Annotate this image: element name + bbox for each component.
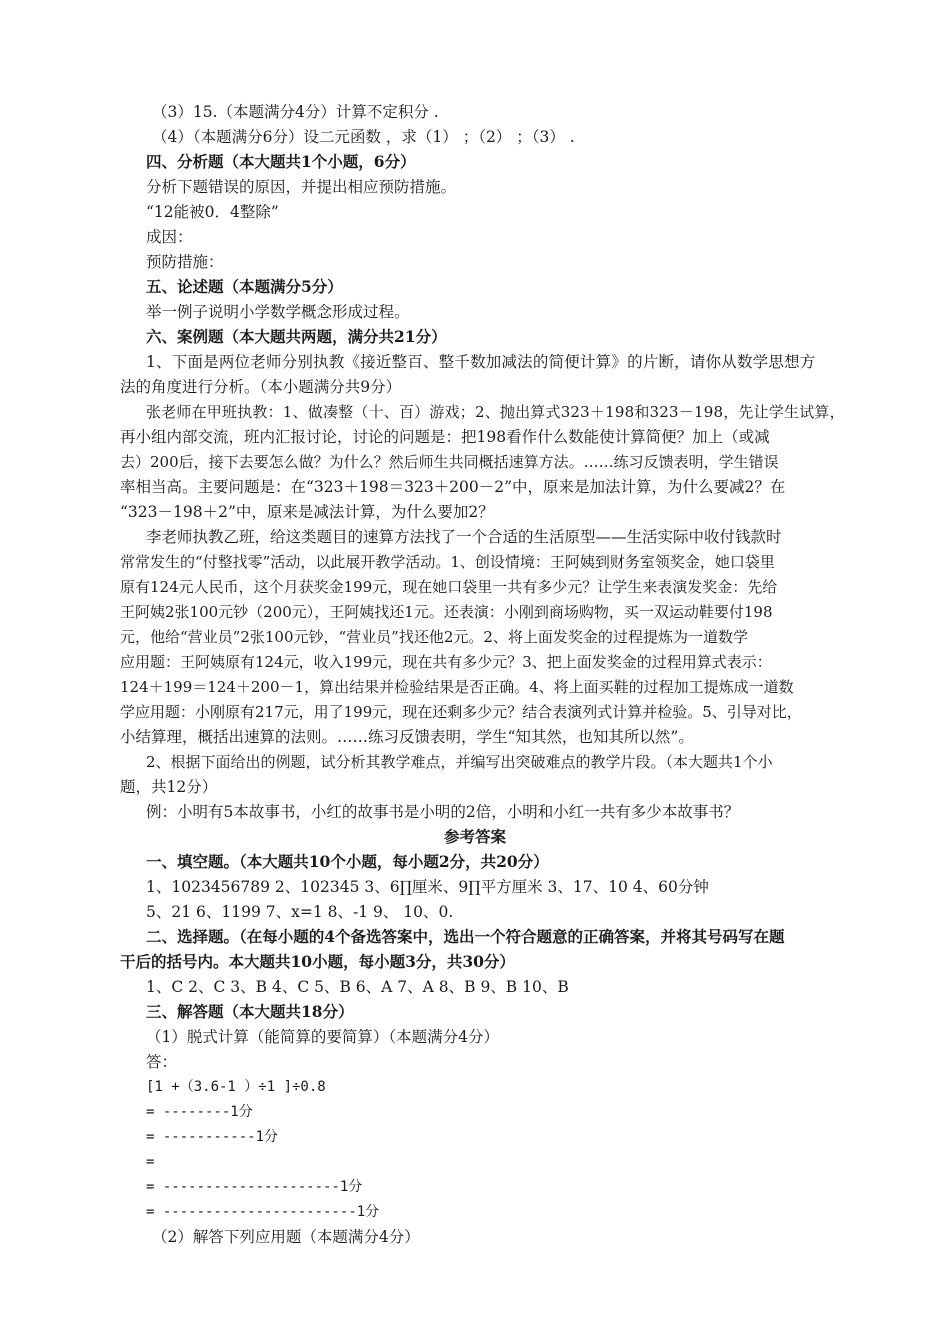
case-1-intro-line: 1、下面是两位老师分别执教《接近整百、整千数加减法的简便计算》的片断，请你从数学思想方 <box>146 353 816 371</box>
calc-step: = --------1分 <box>146 1104 253 1120</box>
case-1-li-paragraph-line: 小结算理，概括出速算的法则。……练习反馈表明，学生“知其然，也知其所以然”。 <box>120 728 694 746</box>
case-1-intro-line: 法的角度进行分析。（本小题满分共9分） <box>120 378 402 396</box>
calc-step: [1 +（3.6-1 ）÷1 ]÷0.8 <box>146 1079 326 1095</box>
case-2-example: 例：小明有5本故事书，小红的故事书是小明的2倍，小明和小红一共有多少本故事书？ <box>146 803 740 821</box>
section-6-heading: 六、案例题（本大题共两题，满分共21分） <box>146 327 447 346</box>
fill-blank-answers-line: 5、21 6、1199 7、x=1 8、-1 9、 10、0. <box>146 903 454 921</box>
essay-prompt: 举一例子说明小学数学概念形成过程。 <box>146 303 410 321</box>
case-1-zhang-paragraph-line: 张老师在甲班执教：1、做凑整（十、百）游戏；2、抛出算式323＋198和323－198，先让学生试算， <box>146 403 845 421</box>
calc-question-label: （1）脱式计算（能简算的要简算）（本题满分4分） <box>146 1028 499 1046</box>
case-2-prompt-line: 题，共12分） <box>120 778 218 796</box>
answer-section-2-heading: 干后的括号内。本大题共10小题，每小题3分，共30分） <box>120 952 515 971</box>
question-4-function: （4）（本题满分6分）设二元函数 ，求（1） ；（2） ；（3） . <box>152 128 575 146</box>
calc-step: = <box>146 1154 155 1170</box>
answer-section-1-heading: 一、填空题。（本大题共10个小题，每小题2分，共20分） <box>146 852 549 871</box>
calc-step: = ---------------------1分 <box>146 1179 363 1195</box>
case-1-li-paragraph-line: 124＋199＝124＋200－1，算出结果并检验结果是否正确。4、将上面买鞋的过程加工提炼成一道数 <box>120 678 794 696</box>
question-3-integral: （3）15.（本题满分4分）计算不定积分 . <box>152 103 439 121</box>
case-1-li-paragraph-line: 常常发生的“付整找零”活动，以此展开教学活动。1、创设情境：王阿姨到财务室领奖金，她口袋里 <box>120 553 775 571</box>
case-1-zhang-paragraph-line: 率相当高。主要问题是：在“323＋198＝323＋200－2”中，原来是加法计算，为什么要减2？在 <box>120 478 786 496</box>
analysis-prompt: 分析下题错误的原因，并提出相应预防措施。 <box>146 178 457 196</box>
case-1-li-paragraph-line: 元，他给“营业员”2张100元钞，“营业员”找还他2元。2、将上面发奖金的过程提炼为一道数学 <box>120 628 748 646</box>
answer-label: 答： <box>146 1053 178 1071</box>
case-1-li-paragraph-line: 李老师执教乙班，给这类题目的速算方法找了一个合适的生活原型——生活实际中收付钱款时 <box>146 528 782 546</box>
case-1-zhang-paragraph-line: “323－198＋2”中，原来是减法计算，为什么要加2？ <box>120 503 494 521</box>
choice-answers: 1、C 2、C 3、B 4、C 5、B 6、A 7、A 8、B 9、B 10、B <box>146 978 569 996</box>
prevention-label: 预防措施： <box>146 253 224 271</box>
answer-section-2-heading: 二、选择题。（在每小题的4个备选答案中，选出一个符合题意的正确答案，并将其号码写在题 <box>146 927 785 946</box>
calc-step: = -----------------------1分 <box>146 1204 380 1220</box>
case-1-li-paragraph-line: 学应用题：小刚原有217元，用了199元，现在还剩多少元？结合表演列式计算并检验。5、引导对比， <box>120 703 802 721</box>
analysis-statement: “12能被0．4整除” <box>146 203 279 221</box>
answer-key-title: 参考答案 <box>443 827 506 846</box>
answer-section-3-heading: 三、解答题（本大题共18分） <box>146 1002 354 1021</box>
cause-label: 成因： <box>146 228 193 246</box>
case-1-zhang-paragraph-line: 再小组内部交流，班内汇报讨论，讨论的问题是：把198看作什么数能使计算简便？加上（或减 <box>120 428 770 446</box>
case-1-li-paragraph-line: 应用题：王阿姨原有124元，收入199元，现在共有多少元？3、把上面发奖金的过程用算式表示： <box>120 653 772 671</box>
fill-blank-answers-line: 1、1023456789 2、102345 3、6∏厘米、9∏平方厘米 3、17、10 4、60分钟 <box>146 878 709 896</box>
case-1-li-paragraph-line: 王阿姨2张100元钞（200元），王阿姨找还1元。还表演：小刚到商场购物，买一双运动鞋要付198 <box>120 603 773 621</box>
section-4-heading: 四、分析题（本大题共1个小题，6分） <box>146 152 416 171</box>
application-question-label: （2）解答下列应用题（本题满分4分） <box>152 1228 420 1246</box>
case-1-li-paragraph-line: 原有124元人民币，这个月获奖金199元，现在她口袋里一共有多少元？让学生来表演发奖金：先给 <box>120 578 778 596</box>
calc-step: = -----------1分 <box>146 1129 279 1145</box>
section-5-heading: 五、论述题（本题满分5分） <box>146 277 343 296</box>
case-1-zhang-paragraph-line: 去）200后，接下去要怎么做？为什么？然后师生共同概括速算方法。……练习反馈表明，学生错误 <box>120 453 779 471</box>
case-2-prompt-line: 2、根据下面给出的例题，试分析其教学难点，并编写出突破难点的教学片段。（本大题共1个小 <box>146 753 773 771</box>
